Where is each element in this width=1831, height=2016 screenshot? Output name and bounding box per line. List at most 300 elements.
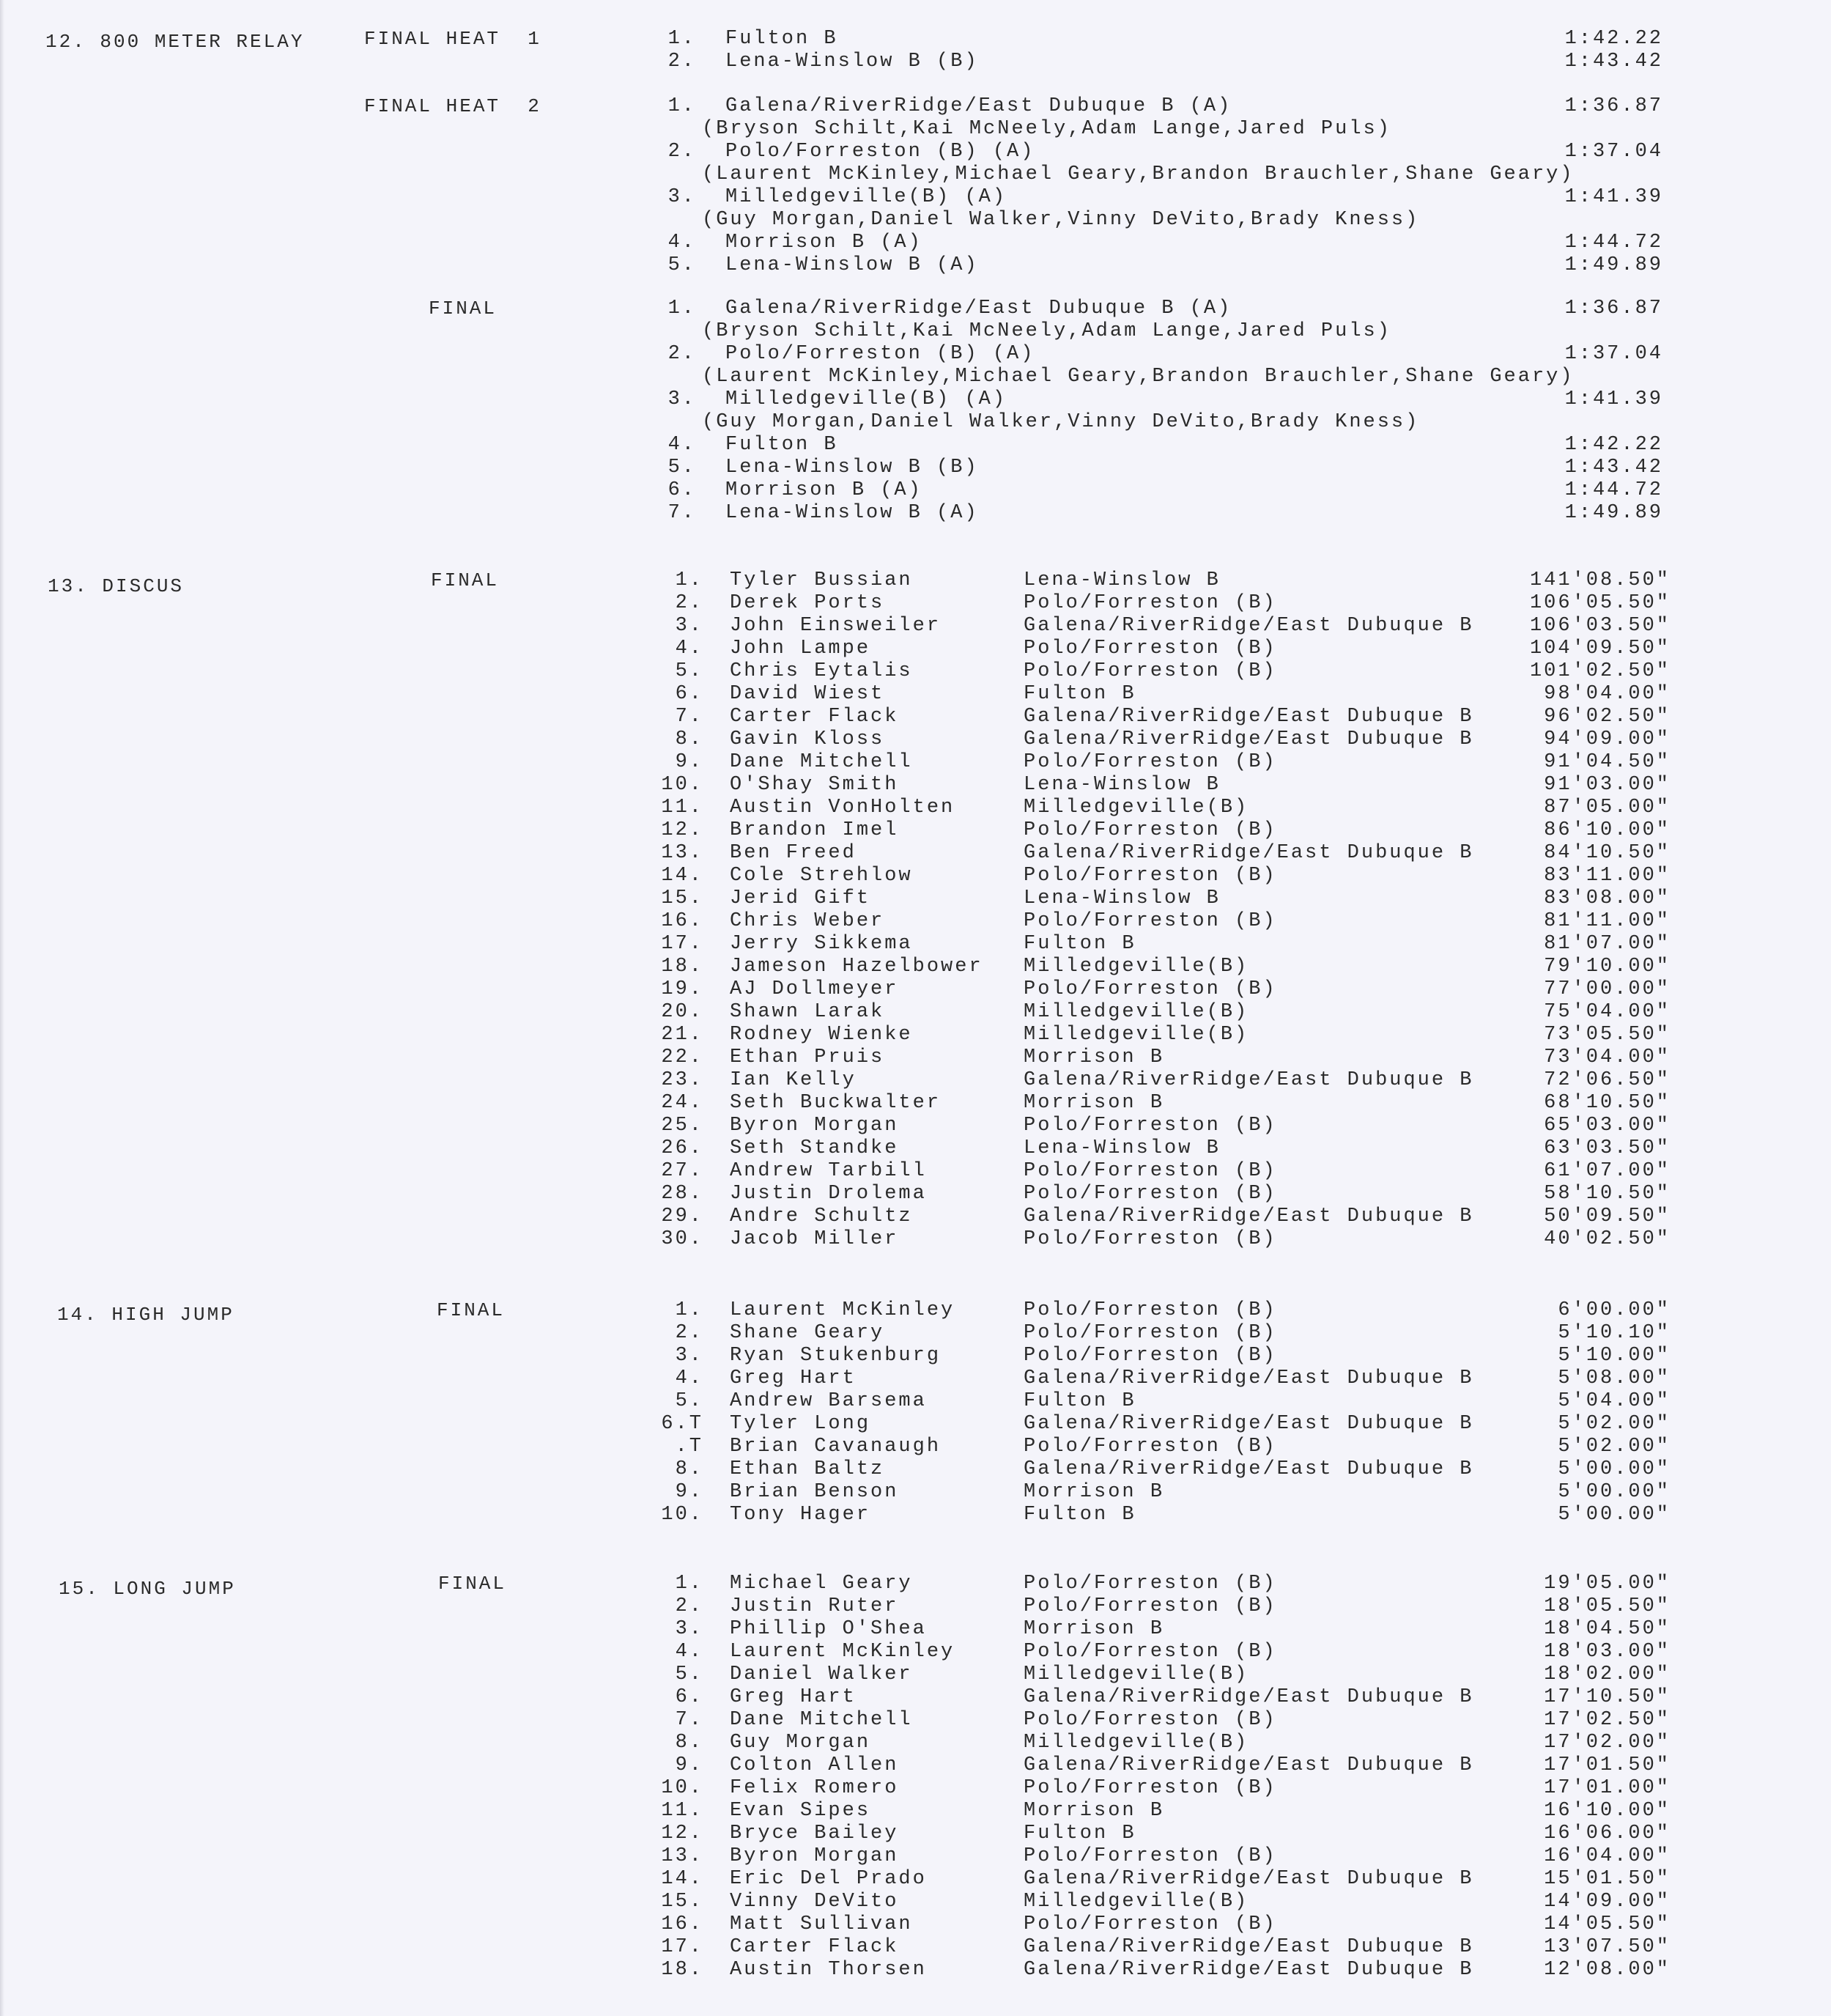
mark: 1:42.22 bbox=[1564, 434, 1663, 456]
athlete-name: Vinny DeVito bbox=[730, 1891, 899, 1913]
place: 22. bbox=[661, 1046, 703, 1068]
place: 17. bbox=[661, 933, 703, 955]
team-name: Polo/Forreston (B) bbox=[1024, 1228, 1277, 1250]
place: 6. bbox=[675, 683, 703, 705]
mark: 83'08.00" bbox=[1544, 887, 1671, 909]
athlete-name: John Einsweiler bbox=[730, 615, 942, 637]
team-name: Polo/Forreston (B) bbox=[1024, 819, 1277, 841]
result-row bbox=[0, 1205, 1831, 1228]
result-row bbox=[0, 1322, 1831, 1345]
team-name: Morrison B (A) bbox=[725, 479, 922, 501]
team-name: Lena-Winslow B bbox=[1024, 569, 1221, 591]
athlete-name: Brian Benson bbox=[730, 1481, 899, 1503]
team-name: Polo/Forreston (B) bbox=[1024, 1436, 1277, 1458]
team-name: Polo/Forreston (B) bbox=[1024, 1299, 1277, 1321]
mark: 58'10.50" bbox=[1544, 1183, 1671, 1205]
place: 26. bbox=[661, 1137, 703, 1159]
result-row bbox=[0, 1001, 1831, 1024]
relay-members-text: (Laurent McKinley,Michael Geary,Brandon Brauchler,Shane Geary) bbox=[702, 163, 1575, 185]
athlete-name: Byron Morgan bbox=[730, 1845, 899, 1867]
place: 11. bbox=[661, 797, 703, 819]
team-name: Polo/Forreston (B) bbox=[1024, 751, 1277, 773]
mark: 5'00.00" bbox=[1558, 1481, 1671, 1503]
round-label: FINAL HEAT 2 bbox=[364, 95, 541, 117]
result-row bbox=[0, 343, 1831, 366]
place: 9. bbox=[675, 751, 703, 773]
place: 13. bbox=[661, 1845, 703, 1867]
team-name: Morrison B bbox=[1024, 1618, 1165, 1640]
athlete-name: Ethan Pruis bbox=[730, 1046, 885, 1068]
result-row bbox=[0, 1299, 1831, 1322]
mark: 1:36.87 bbox=[1564, 95, 1663, 117]
relay-members bbox=[0, 209, 1831, 232]
result-row bbox=[0, 1595, 1831, 1618]
round-label: FINAL bbox=[431, 569, 500, 591]
place: 7. bbox=[675, 1709, 703, 1731]
team-name: Fulton B bbox=[1024, 1823, 1136, 1845]
place: 7. bbox=[667, 502, 696, 524]
team-name: Morrison B (A) bbox=[725, 232, 922, 254]
round-label: FINAL bbox=[438, 1573, 507, 1595]
athlete-name: Austin Thorsen bbox=[730, 1959, 927, 1981]
result-row bbox=[0, 502, 1831, 525]
mark: 17'01.50" bbox=[1544, 1754, 1671, 1776]
athlete-name: Laurent McKinley bbox=[730, 1299, 955, 1321]
place: 14. bbox=[661, 865, 703, 887]
athlete-name: AJ Dollmeyer bbox=[730, 978, 899, 1000]
mark: 81'07.00" bbox=[1544, 933, 1671, 955]
mark: 86'10.00" bbox=[1544, 819, 1671, 841]
result-row bbox=[0, 95, 1831, 118]
event-title: 12. 800 METER RELAY bbox=[45, 31, 305, 53]
result-row bbox=[0, 1573, 1831, 1595]
team-name: Polo/Forreston (B) bbox=[1024, 1709, 1277, 1731]
result-row bbox=[0, 1458, 1831, 1481]
result-row bbox=[0, 1868, 1831, 1891]
athlete-name: Tyler Long bbox=[730, 1413, 871, 1435]
team-name: Galena/RiverRidge/East Dubuque B bbox=[1024, 728, 1474, 750]
result-row bbox=[0, 1137, 1831, 1160]
mark: 5'10.00" bbox=[1558, 1345, 1671, 1367]
place: 21. bbox=[661, 1024, 703, 1046]
athlete-name: Brandon Imel bbox=[730, 819, 899, 841]
athlete-name: Felix Romero bbox=[730, 1777, 899, 1799]
athlete-name: Cole Strehlow bbox=[730, 865, 913, 887]
result-row bbox=[0, 1641, 1831, 1664]
athlete-name: David Wiest bbox=[730, 683, 885, 705]
result-row bbox=[0, 1024, 1831, 1046]
place: 1. bbox=[667, 298, 696, 320]
relay-members bbox=[0, 163, 1831, 186]
place: 10. bbox=[661, 1777, 703, 1799]
team-name: Galena/RiverRidge/East Dubuque B bbox=[1024, 1367, 1474, 1389]
result-row bbox=[0, 1845, 1831, 1868]
result-row bbox=[0, 1390, 1831, 1413]
team-name: Morrison B bbox=[1024, 1046, 1165, 1068]
place: 4. bbox=[675, 1367, 703, 1389]
mark: 98'04.00" bbox=[1544, 683, 1671, 705]
athlete-name: Greg Hart bbox=[730, 1686, 857, 1708]
athlete-name: Colton Allen bbox=[730, 1754, 899, 1776]
athlete-name: Phillip O'Shea bbox=[730, 1618, 927, 1640]
result-row bbox=[0, 434, 1831, 457]
athlete-name: Tyler Bussian bbox=[730, 569, 913, 591]
result-row bbox=[0, 1345, 1831, 1367]
mark: 87'05.00" bbox=[1544, 797, 1671, 819]
result-row bbox=[0, 569, 1831, 592]
result-row bbox=[0, 457, 1831, 479]
result-row bbox=[0, 887, 1831, 910]
athlete-name: Michael Geary bbox=[730, 1573, 913, 1595]
result-row bbox=[0, 1115, 1831, 1137]
athlete-name: Andrew Tarbill bbox=[730, 1160, 927, 1182]
result-row bbox=[0, 819, 1831, 842]
athlete-name: Chris Eytalis bbox=[730, 660, 913, 682]
team-name: Polo/Forreston (B) bbox=[1024, 1845, 1277, 1867]
athlete-name: Brian Cavanaugh bbox=[730, 1436, 942, 1458]
result-row bbox=[0, 1413, 1831, 1436]
mark: 104'09.50" bbox=[1529, 638, 1671, 660]
place: 28. bbox=[661, 1183, 703, 1205]
place: 29. bbox=[661, 1205, 703, 1227]
team-name: Galena/RiverRidge/East Dubuque B bbox=[1024, 842, 1474, 864]
team-name: Polo/Forreston (B) bbox=[1024, 592, 1277, 614]
team-name: Lena-Winslow B bbox=[1024, 774, 1221, 796]
mark: 5'08.00" bbox=[1558, 1367, 1671, 1389]
result-row bbox=[0, 51, 1831, 73]
result-row bbox=[0, 1160, 1831, 1183]
athlete-name: Jacob Miller bbox=[730, 1228, 899, 1250]
place: 4. bbox=[675, 638, 703, 660]
mark: 91'04.50" bbox=[1544, 751, 1671, 773]
place: 27. bbox=[661, 1160, 703, 1182]
relay-members bbox=[0, 366, 1831, 388]
team-name: Milledgeville(B) bbox=[1024, 1024, 1249, 1046]
place: 25. bbox=[661, 1115, 703, 1137]
team-name: Polo/Forreston (B) bbox=[1024, 660, 1277, 682]
result-row bbox=[0, 1664, 1831, 1686]
mark: 91'03.00" bbox=[1544, 774, 1671, 796]
result-row bbox=[0, 1800, 1831, 1823]
place: 5. bbox=[675, 1664, 703, 1685]
place: 6.T bbox=[661, 1413, 703, 1435]
result-row bbox=[0, 638, 1831, 660]
mark: 18'03.00" bbox=[1544, 1641, 1671, 1663]
place: 4. bbox=[667, 232, 696, 254]
team-name: Milledgeville(B) bbox=[1024, 1891, 1249, 1913]
result-row bbox=[0, 728, 1831, 751]
mark: 16'06.00" bbox=[1544, 1823, 1671, 1845]
athlete-name: Seth Buckwalter bbox=[730, 1092, 942, 1114]
result-row bbox=[0, 1367, 1831, 1390]
athlete-name: Seth Standke bbox=[730, 1137, 899, 1159]
mark: 106'05.50" bbox=[1529, 592, 1671, 614]
mark: 106'03.50" bbox=[1529, 615, 1671, 637]
athlete-name: Justin Ruter bbox=[730, 1595, 899, 1617]
place: 5. bbox=[667, 457, 696, 479]
mark: 1:44.72 bbox=[1564, 232, 1663, 254]
result-row bbox=[0, 1709, 1831, 1732]
place: 16. bbox=[661, 1913, 703, 1935]
team-name: Milledgeville(B) (A) bbox=[725, 388, 1007, 410]
team-name: Fulton B bbox=[1024, 683, 1136, 705]
result-row bbox=[0, 141, 1831, 163]
athlete-name: Ian Kelly bbox=[730, 1069, 857, 1091]
place: 6. bbox=[675, 1686, 703, 1708]
team-name: Galena/RiverRidge/East Dubuque B bbox=[1024, 1458, 1474, 1480]
athlete-name: Byron Morgan bbox=[730, 1115, 899, 1137]
athlete-name: Gavin Kloss bbox=[730, 728, 885, 750]
place: 3. bbox=[667, 186, 696, 208]
relay-members-text: (Guy Morgan,Daniel Walker,Vinny DeVito,Brady Kness) bbox=[702, 209, 1420, 231]
team-name: Polo/Forreston (B) bbox=[1024, 910, 1277, 932]
team-name: Polo/Forreston (B) bbox=[1024, 1573, 1277, 1595]
place: 8. bbox=[675, 1458, 703, 1480]
mark: 141'08.50" bbox=[1529, 569, 1671, 591]
result-row bbox=[0, 1092, 1831, 1115]
team-name: Milledgeville(B) bbox=[1024, 1732, 1249, 1754]
place: 11. bbox=[661, 1800, 703, 1822]
team-name: Milledgeville(B) bbox=[1024, 1664, 1249, 1685]
team-name: Galena/RiverRidge/East Dubuque B bbox=[1024, 1413, 1474, 1435]
athlete-name: Eric Del Prado bbox=[730, 1868, 927, 1890]
team-name: Fulton B bbox=[1024, 1504, 1136, 1526]
place: 17. bbox=[661, 1936, 703, 1958]
athlete-name: Austin VonHolten bbox=[730, 797, 955, 819]
mark: 1:41.39 bbox=[1564, 186, 1663, 208]
result-row bbox=[0, 751, 1831, 774]
team-name: Fulton B bbox=[1024, 933, 1136, 955]
place: 24. bbox=[661, 1092, 703, 1114]
mark: 84'10.50" bbox=[1544, 842, 1671, 864]
team-name: Morrison B bbox=[1024, 1800, 1165, 1822]
place: 13. bbox=[661, 842, 703, 864]
round-label: FINAL HEAT 1 bbox=[364, 28, 541, 50]
result-row bbox=[0, 660, 1831, 683]
place: 2. bbox=[667, 343, 696, 365]
result-row bbox=[0, 933, 1831, 956]
athlete-name: Carter Flack bbox=[730, 706, 899, 728]
team-name: Polo/Forreston (B) bbox=[1024, 1345, 1277, 1367]
event-title: 13. DISCUS bbox=[48, 575, 185, 597]
relay-members bbox=[0, 118, 1831, 141]
team-name: Polo/Forreston (B) bbox=[1024, 978, 1277, 1000]
team-name: Fulton B bbox=[1024, 1390, 1136, 1412]
result-row bbox=[0, 978, 1831, 1001]
mark: 5'00.00" bbox=[1558, 1504, 1671, 1526]
result-row bbox=[0, 1046, 1831, 1069]
mark: 50'09.50" bbox=[1544, 1205, 1671, 1227]
athlete-name: Guy Morgan bbox=[730, 1732, 871, 1754]
mark: 1:42.22 bbox=[1564, 28, 1663, 50]
result-row bbox=[0, 298, 1831, 320]
mark: 17'02.50" bbox=[1544, 1709, 1671, 1731]
team-name: Galena/RiverRidge/East Dubuque B bbox=[1024, 706, 1474, 728]
athlete-name: Ryan Stukenburg bbox=[730, 1345, 942, 1367]
team-name: Milledgeville(B) bbox=[1024, 956, 1249, 978]
mark: 72'06.50" bbox=[1544, 1069, 1671, 1091]
athlete-name: Rodney Wienke bbox=[730, 1024, 913, 1046]
athlete-name: Andre Schultz bbox=[730, 1205, 913, 1227]
place: 14. bbox=[661, 1868, 703, 1890]
place: 1. bbox=[675, 569, 703, 591]
mark: 16'04.00" bbox=[1544, 1845, 1671, 1867]
place: 8. bbox=[675, 728, 703, 750]
result-row bbox=[0, 774, 1831, 797]
mark: 17'02.00" bbox=[1544, 1732, 1671, 1754]
mark: 61'07.00" bbox=[1544, 1160, 1671, 1182]
mark: 1:43.42 bbox=[1564, 51, 1663, 73]
team-name: Morrison B bbox=[1024, 1092, 1165, 1114]
athlete-name: Jameson Hazelbower bbox=[730, 956, 983, 978]
result-row bbox=[0, 683, 1831, 706]
athlete-name: Ben Freed bbox=[730, 842, 857, 864]
athlete-name: Jerid Gift bbox=[730, 887, 871, 909]
mark: 14'05.50" bbox=[1544, 1913, 1671, 1935]
athlete-name: O'Shay Smith bbox=[730, 774, 899, 796]
place: 16. bbox=[661, 910, 703, 932]
place: 5. bbox=[667, 254, 696, 276]
result-row bbox=[0, 797, 1831, 819]
team-name: Galena/RiverRidge/East Dubuque B (A) bbox=[725, 298, 1232, 320]
place: 9. bbox=[675, 1754, 703, 1776]
mark: 40'02.50" bbox=[1544, 1228, 1671, 1250]
place: 18. bbox=[661, 1959, 703, 1981]
mark: 17'01.00" bbox=[1544, 1777, 1671, 1799]
result-row bbox=[0, 1959, 1831, 1982]
team-name: Galena/RiverRidge/East Dubuque B bbox=[1024, 1754, 1474, 1776]
mark: 18'02.00" bbox=[1544, 1664, 1671, 1685]
athlete-name: Matt Sullivan bbox=[730, 1913, 913, 1935]
mark: 18'04.50" bbox=[1544, 1618, 1671, 1640]
place: 4. bbox=[675, 1641, 703, 1663]
result-row bbox=[0, 1732, 1831, 1754]
place: 1. bbox=[667, 95, 696, 117]
team-name: Milledgeville(B) bbox=[1024, 1001, 1249, 1023]
mark: 1:37.04 bbox=[1564, 141, 1663, 163]
relay-members-text: (Bryson Schilt,Kai McNeely,Adam Lange,Jared Puls) bbox=[702, 118, 1391, 140]
event-title: 14. HIGH JUMP bbox=[57, 1304, 234, 1326]
mark: 17'10.50" bbox=[1544, 1686, 1671, 1708]
team-name: Milledgeville(B) (A) bbox=[725, 186, 1007, 208]
place: 5. bbox=[675, 1390, 703, 1412]
relay-members bbox=[0, 320, 1831, 343]
result-row bbox=[0, 865, 1831, 887]
mark: 6'00.00" bbox=[1558, 1299, 1671, 1321]
relay-members-text: (Bryson Schilt,Kai McNeely,Adam Lange,Jared Puls) bbox=[702, 320, 1391, 342]
relay-members-text: (Guy Morgan,Daniel Walker,Vinny DeVito,Brady Kness) bbox=[702, 411, 1420, 433]
result-row bbox=[0, 842, 1831, 865]
team-name: Polo/Forreston (B) bbox=[1024, 865, 1277, 887]
mark: 5'02.00" bbox=[1558, 1413, 1671, 1435]
mark: 83'11.00" bbox=[1544, 865, 1671, 887]
team-name: Fulton B bbox=[725, 434, 838, 456]
place: 1. bbox=[675, 1299, 703, 1321]
team-name: Polo/Forreston (B) (A) bbox=[725, 141, 1035, 163]
mark: 75'04.00" bbox=[1544, 1001, 1671, 1023]
athlete-name: Daniel Walker bbox=[730, 1664, 913, 1685]
team-name: Lena-Winslow B bbox=[1024, 887, 1221, 909]
mark: 1:49.89 bbox=[1564, 254, 1663, 276]
team-name: Polo/Forreston (B) bbox=[1024, 1641, 1277, 1663]
relay-members-text: (Laurent McKinley,Michael Geary,Brandon Brauchler,Shane Geary) bbox=[702, 366, 1575, 388]
mark: 101'02.50" bbox=[1529, 660, 1671, 682]
team-name: Polo/Forreston (B) bbox=[1024, 638, 1277, 660]
mark: 1:36.87 bbox=[1564, 298, 1663, 320]
place: 23. bbox=[661, 1069, 703, 1091]
mark: 63'03.50" bbox=[1544, 1137, 1671, 1159]
athlete-name: Derek Ports bbox=[730, 592, 885, 614]
team-name: Galena/RiverRidge/East Dubuque B bbox=[1024, 1868, 1474, 1890]
result-row bbox=[0, 1618, 1831, 1641]
team-name: Galena/RiverRidge/East Dubuque B bbox=[1024, 1205, 1474, 1227]
place: 20. bbox=[661, 1001, 703, 1023]
mark: 16'10.00" bbox=[1544, 1800, 1671, 1822]
mark: 77'00.00" bbox=[1544, 978, 1671, 1000]
result-row bbox=[0, 28, 1831, 51]
team-name: Fulton B bbox=[725, 28, 838, 50]
mark: 5'04.00" bbox=[1558, 1390, 1671, 1412]
mark: 1:49.89 bbox=[1564, 502, 1663, 524]
athlete-name: Justin Drolema bbox=[730, 1183, 927, 1205]
place: .T bbox=[675, 1436, 703, 1458]
mark: 1:41.39 bbox=[1564, 388, 1663, 410]
place: 3. bbox=[675, 1345, 703, 1367]
result-row bbox=[0, 479, 1831, 502]
mark: 1:44.72 bbox=[1564, 479, 1663, 501]
result-row bbox=[0, 706, 1831, 728]
athlete-name: Jerry Sikkema bbox=[730, 933, 913, 955]
result-row bbox=[0, 1228, 1831, 1251]
mark: 68'10.50" bbox=[1544, 1092, 1671, 1114]
team-name: Polo/Forreston (B) bbox=[1024, 1115, 1277, 1137]
athlete-name: Greg Hart bbox=[730, 1367, 857, 1389]
round-label: FINAL bbox=[429, 298, 497, 320]
place: 2. bbox=[675, 1595, 703, 1617]
mark: 5'10.10" bbox=[1558, 1322, 1671, 1344]
mark: 12'08.00" bbox=[1544, 1959, 1671, 1981]
result-row bbox=[0, 1936, 1831, 1959]
result-row bbox=[0, 1183, 1831, 1205]
result-row bbox=[0, 1481, 1831, 1504]
result-row bbox=[0, 1823, 1831, 1845]
athlete-name: Tony Hager bbox=[730, 1504, 871, 1526]
result-row bbox=[0, 254, 1831, 277]
place: 12. bbox=[661, 819, 703, 841]
mark: 1:37.04 bbox=[1564, 343, 1663, 365]
team-name: Polo/Forreston (B) (A) bbox=[725, 343, 1035, 365]
athlete-name: Evan Sipes bbox=[730, 1800, 871, 1822]
mark: 81'11.00" bbox=[1544, 910, 1671, 932]
place: 12. bbox=[661, 1823, 703, 1845]
result-row bbox=[0, 1504, 1831, 1526]
place: 9. bbox=[675, 1481, 703, 1503]
athlete-name: Ethan Baltz bbox=[730, 1458, 885, 1480]
result-row bbox=[0, 592, 1831, 615]
mark: 79'10.00" bbox=[1544, 956, 1671, 978]
place: 2. bbox=[667, 141, 696, 163]
team-name: Galena/RiverRidge/East Dubuque B bbox=[1024, 1686, 1474, 1708]
place: 10. bbox=[661, 774, 703, 796]
place: 10. bbox=[661, 1504, 703, 1526]
athlete-name: Chris Weber bbox=[730, 910, 885, 932]
place: 1. bbox=[667, 28, 696, 50]
place: 7. bbox=[675, 706, 703, 728]
mark: 96'02.50" bbox=[1544, 706, 1671, 728]
place: 3. bbox=[675, 615, 703, 637]
team-name: Galena/RiverRidge/East Dubuque B bbox=[1024, 1936, 1474, 1958]
mark: 65'03.00" bbox=[1544, 1115, 1671, 1137]
